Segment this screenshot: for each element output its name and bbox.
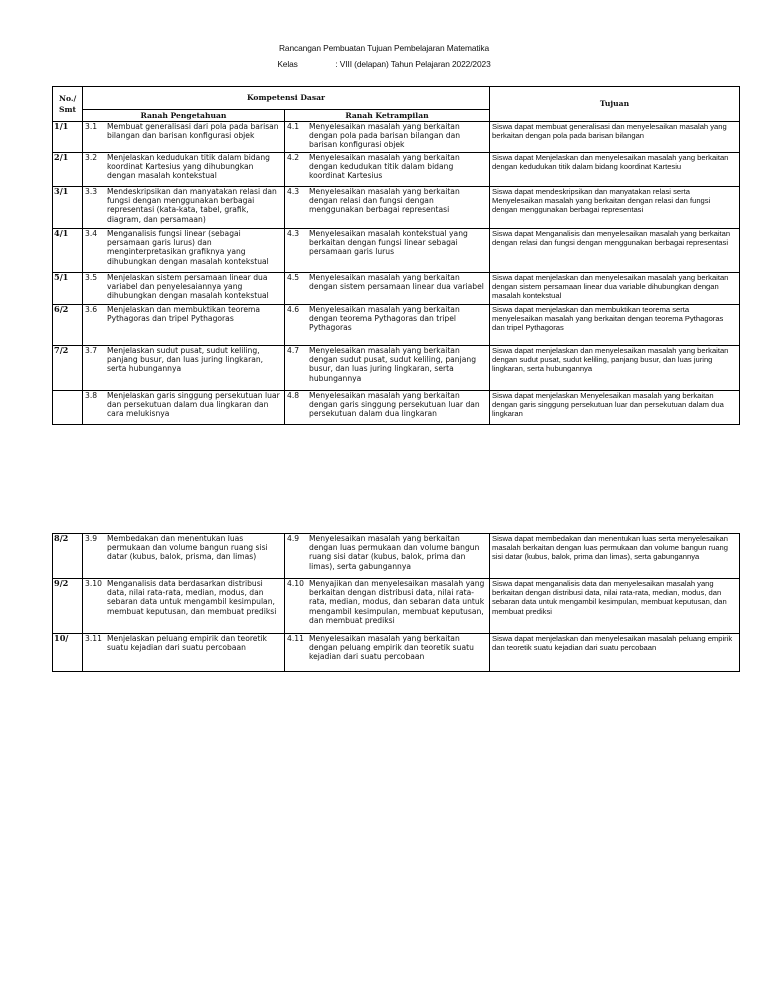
- competency-text: Menyelesaikan masalah yang berkaitan dengan garis singgung persekutuan luar dan persekutuan dalam dua lingkaran: [309, 391, 480, 419]
- competency-text: Menyelesaikan masalah yang berkaitan dengan luas permukaan dan volume bangun ruang sisi datar (kubus, balok, prima dan limas), serta gabungannya: [309, 534, 480, 571]
- competency-text: Menjelaskan kedudukan titik dalam bidang koordinat Kartesius yang dihubungkan dengan masalah kontekstual: [107, 153, 270, 181]
- pengetahuan-cell: [83, 305, 285, 346]
- competency-number: 4.5: [287, 273, 300, 282]
- row-number: 1/1: [53, 122, 83, 153]
- class-value: : VIII (delapan) Tahun Pelajaran 2022/2023: [335, 59, 491, 69]
- row-number: 9/2: [53, 579, 83, 634]
- ketrampilan-cell: [285, 579, 490, 634]
- row-number: [53, 391, 83, 425]
- competency-table: [52, 86, 740, 425]
- tujuan-cell: Siswa dapat menganalisis data dan menyelesaikan masalah yang berkaitan dengan distribusi data, nilai rata-rata, median, modus, dan sebaran data untuk mengambil kesimpulan, membuat keputusan, dan membuat prediksi: [490, 579, 740, 634]
- table-row: [53, 187, 740, 229]
- tujuan-cell: Siswa dapat menjelaskan dan menyelesaikan masalah peluang empirik dan teoretik suatu kejadian dari suatu percobaan: [490, 634, 740, 672]
- tujuan-cell: Siswa dapat menjelaskan Menyelesaikan masalah yang berkaitan dengan garis singgung persekutuan luar dan persekutuan dalam dua lingkaran: [490, 391, 740, 425]
- competency-text: Menyelesaikan masalah yang berkaitan dengan sistem persamaan linear dua variabel: [309, 273, 484, 292]
- competency-text: Membedakan dan menentukan luas permukaan dan volume bangun ruang sisi datar (kubus, balok, prisma, dan limas): [107, 534, 268, 562]
- header-ranah-pengetahuan: Ranah Pengetahuan: [83, 110, 285, 122]
- competency-number: 3.3: [85, 187, 98, 196]
- pengetahuan-cell: [83, 122, 285, 153]
- pengetahuan-cell: [83, 579, 285, 634]
- ketrampilan-cell: [285, 153, 490, 187]
- competency-text: Menyelesaikan masalah yang berkaitan dengan pola pada barisan bilangan dan barisan konfigurasi objek: [309, 122, 461, 150]
- ketrampilan-cell: [285, 187, 490, 229]
- competency-number: 4.3: [287, 229, 300, 238]
- pengetahuan-cell: [83, 273, 285, 305]
- competency-number: 3.8: [85, 391, 98, 400]
- competency-number: 4.11: [287, 634, 304, 643]
- table-row: [53, 153, 740, 187]
- competency-number: 4.8: [287, 391, 300, 400]
- ketrampilan-cell: [285, 346, 490, 391]
- competency-number: 4.7: [287, 346, 300, 355]
- competency-text: Menganalisis data berdasarkan distribusi data, nilai rata-rata, median, modus, dan sebaran data untuk mengambil kesimpulan, membuat keputusan, dan membuat prediksi: [107, 579, 277, 616]
- ketrampilan-cell: [285, 305, 490, 346]
- competency-text: Menyelesaikan masalah yang berkaitan dengan peluang empirik dan teoretik suatu kejadian dari suatu percobaan: [309, 634, 474, 662]
- table-body: [53, 122, 740, 425]
- row-number: 5/1: [53, 273, 83, 305]
- competency-number: 3.6: [85, 305, 98, 314]
- competency-text: Menyajikan dan menyelesaikan masalah yang berkaitan dengan distribusi data, nilai rata-rata, median, modus, dan sebaran data untuk mengambil kesimpulan, membuat keputusan, dan membuat prediksi: [309, 579, 485, 625]
- ketrampilan-cell: [285, 122, 490, 153]
- pengetahuan-cell: [83, 229, 285, 273]
- pengetahuan-cell: [83, 187, 285, 229]
- competency-number: 4.1: [287, 122, 300, 131]
- row-number: 2/1: [53, 153, 83, 187]
- competency-number: 4.9: [287, 534, 300, 543]
- row-number: 7/2: [53, 346, 83, 391]
- tujuan-cell: Siswa dapat Menjelaskan dan menyelesaikan masalah yang berkaitan dengan kedudukan titik dalam bidang koordinat Kartesiu: [490, 153, 740, 187]
- competency-number: 3.4: [85, 229, 98, 238]
- competency-text: Menyelesaikan masalah yang berkaitan dengan kedudukan titik dalam bidang koordinat Kartesius: [309, 153, 460, 181]
- competency-text: Menjelaskan garis singgung persekutuan luar dan persekutuan dalam dua lingkaran dan cara melukisnya: [107, 391, 280, 419]
- competency-number: 3.2: [85, 153, 98, 162]
- header-kompetensi-dasar: Kompetensi Dasar: [83, 87, 490, 110]
- competency-text: Menyelesaikan masalah yang berkaitan dengan teorema Pythagoras dan tripel Pythagoras: [309, 305, 460, 333]
- ketrampilan-cell: [285, 229, 490, 273]
- table-row: [53, 391, 740, 425]
- competency-number: 3.5: [85, 273, 98, 282]
- table-row: [53, 346, 740, 391]
- ketrampilan-cell: [285, 273, 490, 305]
- competency-text: Menyelesaikan masalah yang berkaitan dengan sudut pusat, sudut keliling, panjang busur, dan luas juring lingkaran, serta hubungannya: [309, 346, 477, 383]
- competency-number: 4.2: [287, 153, 300, 162]
- pengetahuan-cell: [83, 534, 285, 579]
- competency-text: Menyelesaikan masalah kontekstual yang berkaitan dengan fungsi linear sebagai persamaan garis lurus: [309, 229, 468, 257]
- tujuan-cell: Siswa dapat menjelaskan dan membuktikan teorema serta menyelesaikan masalah yang berkaitan dengan teorema Pythagoras dan tripel Pythagoras: [490, 305, 740, 346]
- table-row: [53, 229, 740, 273]
- competency-number: 4.6: [287, 305, 300, 314]
- row-number: 6/2: [53, 305, 83, 346]
- ketrampilan-cell: [285, 634, 490, 672]
- document-title: Rancangan Pembuatan Tujuan Pembelajaran Matematika: [278, 43, 490, 53]
- row-number: 8/2: [53, 534, 83, 579]
- ketrampilan-cell: [285, 534, 490, 579]
- competency-text: Menyelesaikan masalah yang berkaitan dengan relasi dan fungsi dengan menggunakan berbagai representasi: [309, 187, 460, 215]
- header-tujuan: Tujuan: [490, 87, 740, 122]
- competency-text: Membuat generalisasi dari pola pada barisan bilangan dan barisan konfigurasi objek: [107, 122, 279, 141]
- tujuan-cell: Siswa dapat menjelaskan dan menyelesaikan masalah yang berkaitan dengan sudut pusat, sudut keliling, panjang busur, dan luas juring lingkaran, serta hubungannya: [490, 346, 740, 391]
- competency-number: 4.10: [287, 579, 304, 588]
- table-row: [53, 579, 740, 634]
- table-row: [53, 305, 740, 346]
- pengetahuan-cell: [83, 346, 285, 391]
- table-row: [53, 634, 740, 672]
- competency-number: 3.11: [85, 634, 102, 643]
- competency-table-continued: [52, 533, 740, 672]
- competency-number: 3.1: [85, 122, 98, 131]
- tujuan-cell: Siswa dapat menjelaskan dan menyelesaikan masalah yang berkaitan dengan sistem persamaan linear dua variable dihubungkan dengan masalah kontekstual: [490, 273, 740, 305]
- table-row: [53, 534, 740, 579]
- competency-text: Menjelaskan peluang empirik dan teoretik suatu kejadian dari suatu percobaan: [107, 634, 267, 653]
- competency-number: 3.10: [85, 579, 102, 588]
- header-no-smt: No./ Smt: [53, 87, 83, 122]
- table-row: [53, 122, 740, 153]
- header-ranah-ketrampilan: Ranah Ketrampilan: [285, 110, 490, 122]
- table-body: [53, 534, 740, 672]
- tujuan-cell: Siswa dapat mendeskripsikan dan manyatakan relasi serta Menyelesaikan masalah yang berkaitan dengan relasi dan fungsi dengan menggunakan berbagai representasi: [490, 187, 740, 229]
- tujuan-cell: Siswa dapat Menganalisis dan menyelesaikan masalah yang berkaitan dengan relasi dan fungsi dengan menggunakan berbagai representasi: [490, 229, 740, 273]
- class-line: [0, 59, 768, 69]
- competency-text: Menjelaskan sistem persamaan linear dua variabel dan penyelesaiannya yang dihubungkan dengan masalah kontekstual: [107, 273, 269, 301]
- competency-text: Menjelaskan dan membuktikan teorema Pythagoras dan tripel Pythagoras: [107, 305, 261, 324]
- row-number: 4/1: [53, 229, 83, 273]
- competency-text: Mendeskripsikan dan manyatakan relasi dan fungsi dengan menggunakan berbagai representasi (kata-kata, tabel, grafik, diagram, dan persamaan): [107, 187, 277, 224]
- ketrampilan-cell: [285, 391, 490, 425]
- tujuan-cell: Siswa dapat membuat generalisasi dan menyelesaikan masalah yang berkaitan dengan pola pada barisan bilangan: [490, 122, 740, 153]
- competency-number: 3.7: [85, 346, 98, 355]
- pengetahuan-cell: [83, 153, 285, 187]
- table-row: [53, 273, 740, 305]
- row-number: 3/1: [53, 187, 83, 229]
- competency-number: 3.9: [85, 534, 98, 543]
- competency-number: 4.3: [287, 187, 300, 196]
- pengetahuan-cell: [83, 634, 285, 672]
- class-label: Kelas: [277, 59, 298, 69]
- competency-text: Menjelaskan sudut pusat, sudut keliling, panjang busur, dan luas juring lingkaran, serta hubungannya: [107, 346, 264, 374]
- pengetahuan-cell: [83, 391, 285, 425]
- row-number: 10/: [53, 634, 83, 672]
- competency-text: Menganalisis fungsi linear (sebagai persamaan garis lurus) dan menginterpretasikan grafiknya yang dihubungkan dengan masalah kontekstual: [107, 229, 269, 266]
- tujuan-cell: Siswa dapat membedakan dan menentukan luas serta menyelesaikan masalah berkaitan dengan luas permukaan dan volume bangun ruang sisi datar (kubus, balok, prima dan limas), serta gabungannya: [490, 534, 740, 579]
